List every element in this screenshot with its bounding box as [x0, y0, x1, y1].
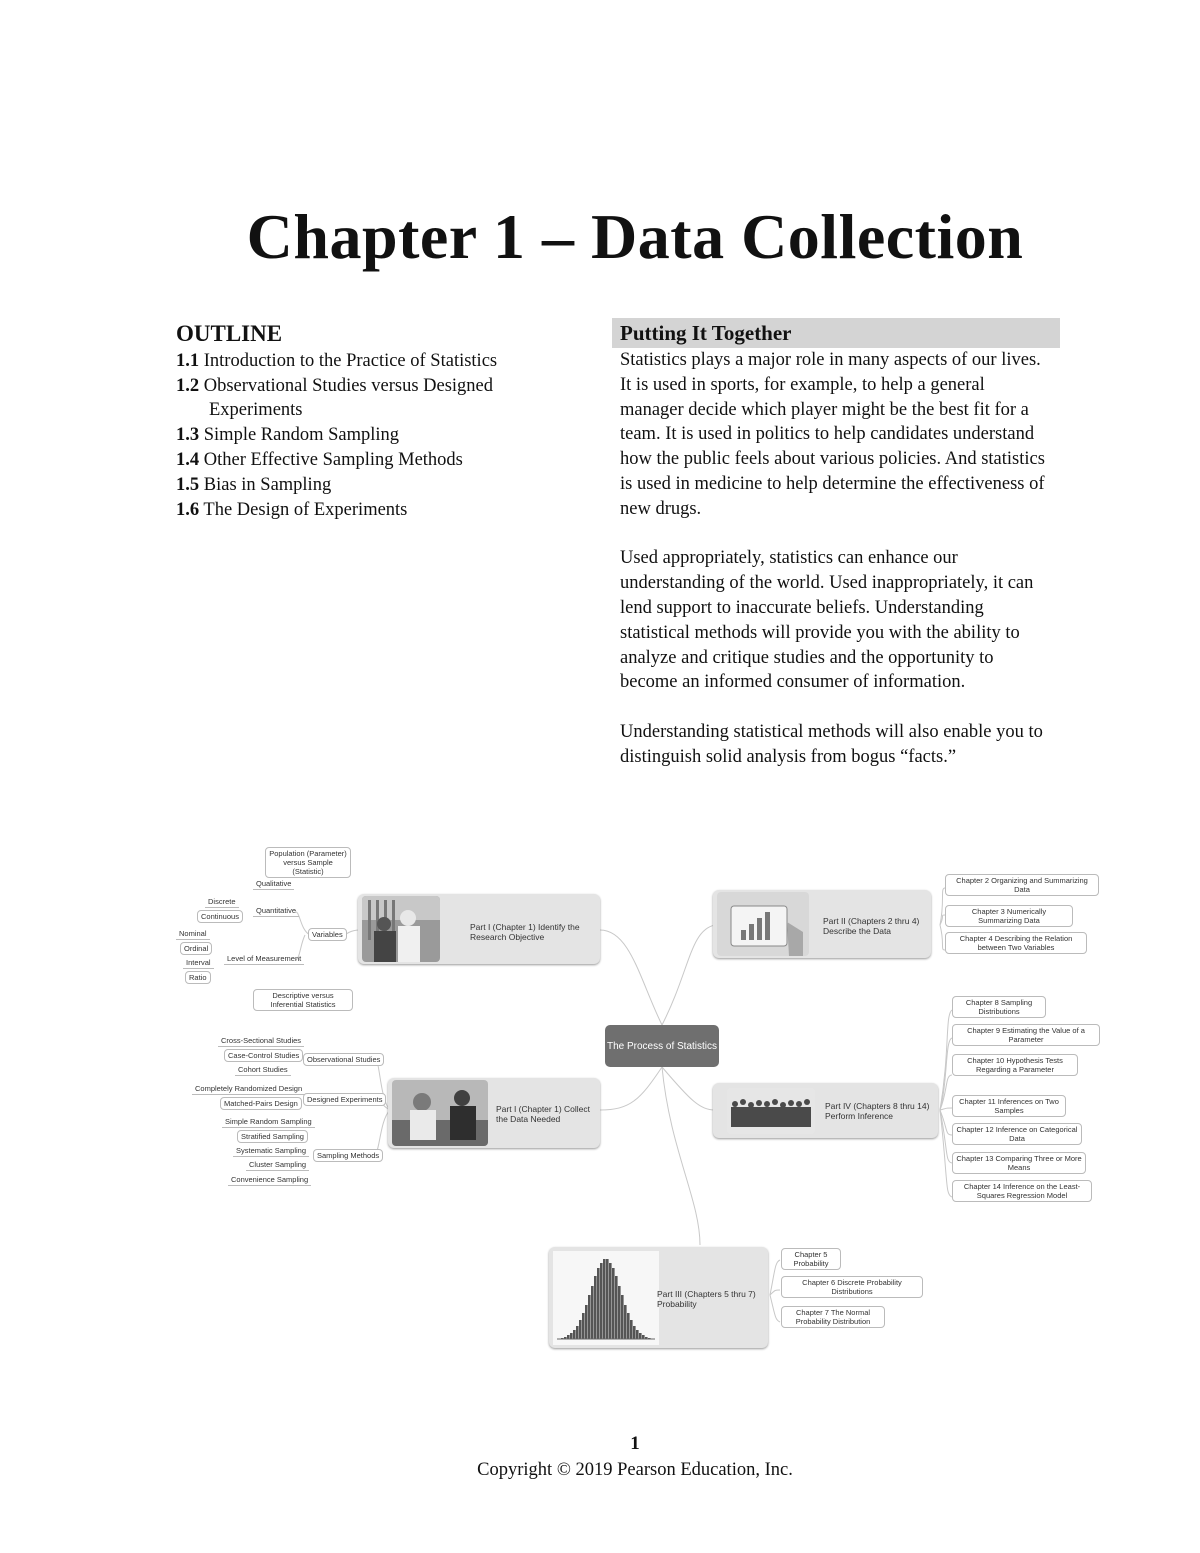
mindmap-node: Ordinal	[180, 942, 212, 955]
outline-heading: OUTLINE	[176, 321, 283, 346]
outline-item-text: Introduction to the Practice of Statistics	[203, 350, 498, 371]
mindmap-node: Chapter 5 Probability	[781, 1248, 841, 1270]
part1b-box	[388, 1078, 600, 1148]
mindmap-node: Chapter 9 Estimating the Value of a Parameter	[952, 1024, 1100, 1046]
outline-item-number: 1.6	[176, 499, 200, 520]
outline-item-number: 1.1	[176, 350, 200, 371]
histogram-bar	[600, 1263, 603, 1339]
histogram-bar	[567, 1335, 570, 1339]
paragraph: Understanding statistical methods will also enable you to distinguish solid analysis from bogus “facts.”	[620, 721, 1043, 767]
mindmap-node: Chapter 12 Inference on Categorical Data	[952, 1123, 1082, 1145]
mindmap-node: Systematic Sampling	[233, 1145, 309, 1157]
part3-label: Part III (Chapters 5 thru 7) Probability	[657, 1289, 756, 1309]
mindmap-node: Level of Measurement	[224, 953, 304, 965]
mindmap-node: Ratio	[185, 971, 211, 984]
histogram-bar	[594, 1276, 597, 1339]
outline-item-number: 1.4	[176, 449, 200, 470]
putting-it-together-heading: Putting It Together	[612, 318, 1060, 348]
histogram-bar	[639, 1333, 642, 1339]
mindmap-node: Observational Studies	[303, 1053, 384, 1066]
histogram-bar	[582, 1313, 585, 1339]
outline-item-text: Other Effective Sampling Methods	[203, 449, 463, 470]
histogram-bar	[597, 1268, 600, 1339]
mindmap-node: Descriptive versus Inferential Statistics	[253, 989, 353, 1011]
part2-box	[713, 890, 931, 958]
histogram-bar	[579, 1320, 582, 1339]
mindmap-node: Sampling Methods	[313, 1149, 383, 1162]
histogram-bar	[612, 1268, 615, 1339]
outline-item-text: The Design of Experiments	[203, 499, 408, 520]
mindmap-node: Quantitative	[253, 905, 299, 917]
mindmap-node: Stratified Sampling	[237, 1130, 308, 1143]
mindmap-node: Qualitative	[253, 878, 294, 890]
mindmap-node: Chapter 10 Hypothesis Tests Regarding a Parameter	[952, 1054, 1078, 1076]
histogram-bar	[633, 1326, 636, 1339]
page-number: 1	[630, 1433, 640, 1454]
crowd-photo	[727, 1088, 815, 1134]
outline-item-number: 1.5	[176, 474, 200, 495]
mindmap-node: Chapter 13 Comparing Three or More Means	[952, 1152, 1086, 1174]
part1-box	[358, 894, 600, 964]
histogram-bar	[618, 1286, 621, 1339]
mindmap-node: Variables	[308, 928, 347, 941]
histogram-bar	[615, 1276, 618, 1339]
mindmap-node: Chapter 8 Sampling Distributions	[952, 996, 1046, 1018]
mindmap-node: Completely Randomized Design	[192, 1083, 305, 1095]
outline-item-text: Simple Random Sampling	[203, 425, 400, 446]
mindmap-node: Cohort Studies	[235, 1064, 291, 1076]
part1-label: Part I (Chapter 1) Identify the Research Objective	[470, 922, 580, 942]
outline-item-number: 1.2	[176, 375, 200, 396]
doctor-patient-photo	[392, 1080, 488, 1146]
mindmap-node: Simple Random Sampling	[222, 1116, 315, 1128]
mindmap-node: Case-Control Studies	[224, 1049, 303, 1062]
paragraph: Statistics plays a major role in many aspects of our lives. It is used in sports, for example, to help a general manager decide which player might be the best fit for a team. It is used in politics to help candidates understand how the public feels about various policies. And statistics is used in medicine to help determine the effectiveness of new drugs.	[620, 350, 1045, 519]
outline-item-number: 1.3	[176, 425, 200, 446]
histogram-bar	[609, 1263, 612, 1339]
mindmap-node: Continuous	[197, 910, 243, 923]
part2-label: Part II (Chapters 2 thru 4) Describe the Data	[823, 916, 920, 936]
mindmap-node: Population (Parameter) versus Sample (Statistic)	[265, 847, 351, 878]
mindmap-node: Nominal	[176, 928, 210, 940]
mindmap-node: Chapter 4 Describing the Relation between Two Variables	[945, 932, 1087, 954]
mindmap-node: Cluster Sampling	[246, 1159, 309, 1171]
histogram-bar	[570, 1333, 573, 1339]
histogram-bar	[627, 1313, 630, 1339]
mindmap-node: Interval	[183, 957, 214, 969]
histogram-bar	[588, 1295, 591, 1339]
mindmap-center-node: The Process of Statistics	[605, 1025, 719, 1067]
histogram-bar	[642, 1335, 645, 1339]
mindmap-node: Chapter 2 Organizing and Summarizing Data	[945, 874, 1099, 896]
mindmap-node: Chapter 3 Numerically Summarizing Data	[945, 905, 1073, 927]
histogram-bar	[585, 1305, 588, 1339]
mindmap-node: Convenience Sampling	[228, 1174, 311, 1186]
histogram-bar	[624, 1305, 627, 1339]
researchers-photo	[362, 896, 440, 962]
mindmap-node: Chapter 7 The Normal Probability Distribution	[781, 1306, 885, 1328]
mindmap-node: Matched-Pairs Design	[220, 1097, 302, 1110]
mindmap-node: Chapter 11 Inferences on Two Samples	[952, 1095, 1066, 1117]
histogram-bar	[621, 1295, 624, 1339]
histogram-bar	[606, 1259, 609, 1339]
histogram-bar	[630, 1320, 633, 1339]
histogram-bar	[576, 1326, 579, 1339]
histogram-bar	[636, 1330, 639, 1339]
part4-label: Part IV (Chapters 8 thru 14) Perform Inference	[825, 1101, 930, 1121]
part1b-label: Part I (Chapter 1) Collect the Data Needed	[496, 1104, 591, 1124]
mindmap-node: Chapter 6 Discrete Probability Distributions	[781, 1276, 923, 1298]
tablet-chart-photo	[717, 892, 809, 956]
part4-box	[713, 1083, 938, 1138]
histogram-bar	[591, 1286, 594, 1339]
histogram-bar	[603, 1259, 606, 1339]
mindmap-node: Discrete	[205, 896, 239, 908]
normal-distribution-histogram	[553, 1251, 659, 1345]
mindmap-node: Designed Experiments	[303, 1093, 386, 1106]
copyright-notice: Copyright © 2019 Pearson Education, Inc.	[477, 1460, 793, 1480]
outline-item-text: Observational Studies versus Designed Experiments	[203, 375, 494, 421]
mindmap-node: Chapter 14 Inference on the Least-Squares Regression Model	[952, 1180, 1092, 1202]
paragraph: Used appropriately, statistics can enhance our understanding of the world. Used inappropriately, it can lend support to inaccurate beliefs. Understanding statistical methods will provide you with the ability to analyze and critique studies and the opportunity to become an informed consumer of information.	[620, 548, 1034, 693]
outline-item-text: Bias in Sampling	[203, 474, 332, 495]
part3-box	[549, 1247, 768, 1348]
chapter-title: Chapter 1 – Data Collection	[246, 201, 1024, 272]
mindmap-node: Cross-Sectional Studies	[218, 1035, 304, 1047]
histogram-bar	[573, 1330, 576, 1339]
